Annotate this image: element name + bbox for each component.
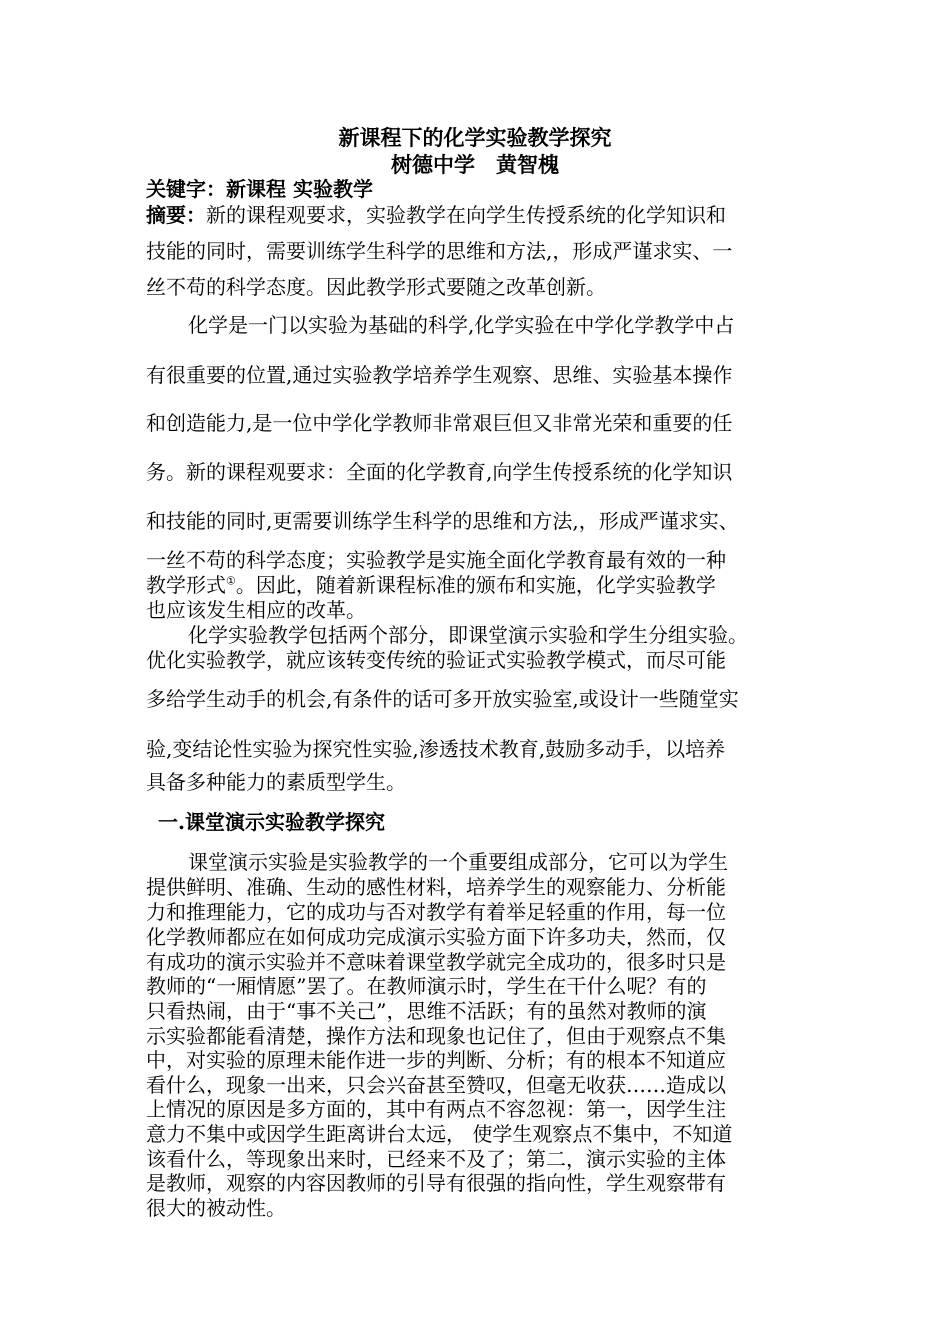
para3-line-3: 力和推理能力，它的成功与否对教学有着举足轻重的作用，每一位 — [146, 900, 726, 924]
para3-line-8: 示实验都能看清楚，操作方法和现象也记住了，但由于观察点不集 — [146, 1024, 726, 1048]
para2-line-4: 验,变结论性实验为探究性实验,渗透技术教育,鼓励多动手，以培养 — [146, 737, 726, 761]
para3-line-15: 很大的被动性。 — [146, 1196, 286, 1220]
para3-line-10: 看什么，现象一出来，只会兴奋甚至赞叹，但毫无收获……造成以 — [146, 1073, 726, 1097]
para3-line-7: 只看热闹，由于“事不关己”，思维不活跃；有的虽然对教师的演 — [146, 999, 707, 1023]
para1-line-1: 化学是一门以实验为基础的科学,化学实验在中学化学教学中占 — [188, 313, 735, 337]
para3-line-11: 上情况的原因是多方面的，其中有两点不容忽视：第一，因学生注 — [146, 1097, 726, 1121]
para3-line-6: 教师的“一厢情愿”罢了。在教师演示时，学生在干什么呢？有的 — [146, 974, 707, 998]
para3-line-1: 课堂演示实验是实验教学的一个重要组成部分，它可以为学生 — [188, 850, 728, 874]
para1-line-4: 务。新的课程观要求：全面的化学教育,向学生传授系统的化学知识 — [146, 460, 733, 484]
para2-line-1: 化学实验教学包括两个部分，即课堂演示实验和学生分组实验。 — [188, 623, 748, 647]
keywords-line — [146, 177, 373, 201]
para1-line-8: 也应该发生相应的改革。 — [146, 598, 366, 622]
para3-line-9: 中，对实验的原理未能作进一步的判断、分析；有的根本不知道应 — [146, 1048, 726, 1072]
para1-line-7-end: 。因此，随着新课程标准的颁布和实施，化学实验教学 — [235, 573, 716, 597]
abstract-text-1: 新的课程观要求，实验教学在向学生传授系统的化学知识和 — [206, 203, 726, 227]
para3-line-4: 化学教师都应在如何成功完成演示实验方面下许多功夫，然而，仅 — [146, 925, 726, 949]
keywords-label: 关键字： — [146, 177, 226, 201]
author-line: 树德中学 黄智槐 — [391, 152, 559, 177]
para2-line-2: 优化实验教学，就应该转变传统的验证式实验教学模式，而尽可能 — [146, 648, 726, 672]
document-title: 新课程下的化学实验教学探究 — [338, 125, 612, 150]
abstract-label: 摘要： — [146, 203, 206, 227]
para1-line-6: 一丝不苟的科学态度；实验教学是实施全面化学教育最有效的一种 — [146, 548, 726, 572]
footnote-mark: ① — [226, 574, 236, 588]
para2-line-3: 多给学生动手的机会,有条件的话可多开放实验室,或设计一些随堂实 — [146, 687, 739, 711]
para3-line-13: 该看什么，等现象出来时，已经来不及了；第二，演示实验的主体 — [146, 1147, 726, 1171]
para2-line-5: 具备多种能力的素质型学生。 — [146, 770, 406, 794]
abstract-line-3: 丝不苟的科学态度。因此教学形式要随之改革创新。 — [146, 275, 606, 299]
keywords-value: 新课程 实验教学 — [226, 177, 373, 201]
para1-line-3: 和创造能力,是一位中学化学教师非常艰巨但又非常光荣和重要的任 — [146, 411, 733, 435]
para1-line-7 — [146, 573, 716, 597]
para3-line-14: 是教师，观察的内容因教师的引导有很强的指向性，学生观察带有 — [146, 1171, 726, 1195]
abstract-line-1 — [146, 203, 726, 227]
para3-line-2: 提供鲜明、准确、生动的感性材料，培养学生的观察能力、分析能 — [146, 875, 726, 899]
abstract-line-2: 技能的同时，需要训练学生科学的思维和方法,，形成严谨求实、一 — [146, 239, 733, 263]
para3-line-5: 有成功的演示实验并不意味着课堂教学就完全成功的，很多时只是 — [146, 950, 726, 974]
para1-line-5: 和技能的同时,更需要训练学生科学的思维和方法,，形成严谨求实、 — [146, 509, 739, 533]
para1-line-2: 有很重要的位置,通过实验教学培养学生观察、思维、实验基本操作 — [146, 363, 733, 387]
para1-line-7-start: 教学形式 — [146, 573, 226, 597]
para3-line-12: 意力不集中或因学生距离讲台太远， 使学生观察点不集中，不知道 — [146, 1122, 733, 1146]
section-heading: 一.课堂演示实验教学探究 — [158, 810, 385, 834]
